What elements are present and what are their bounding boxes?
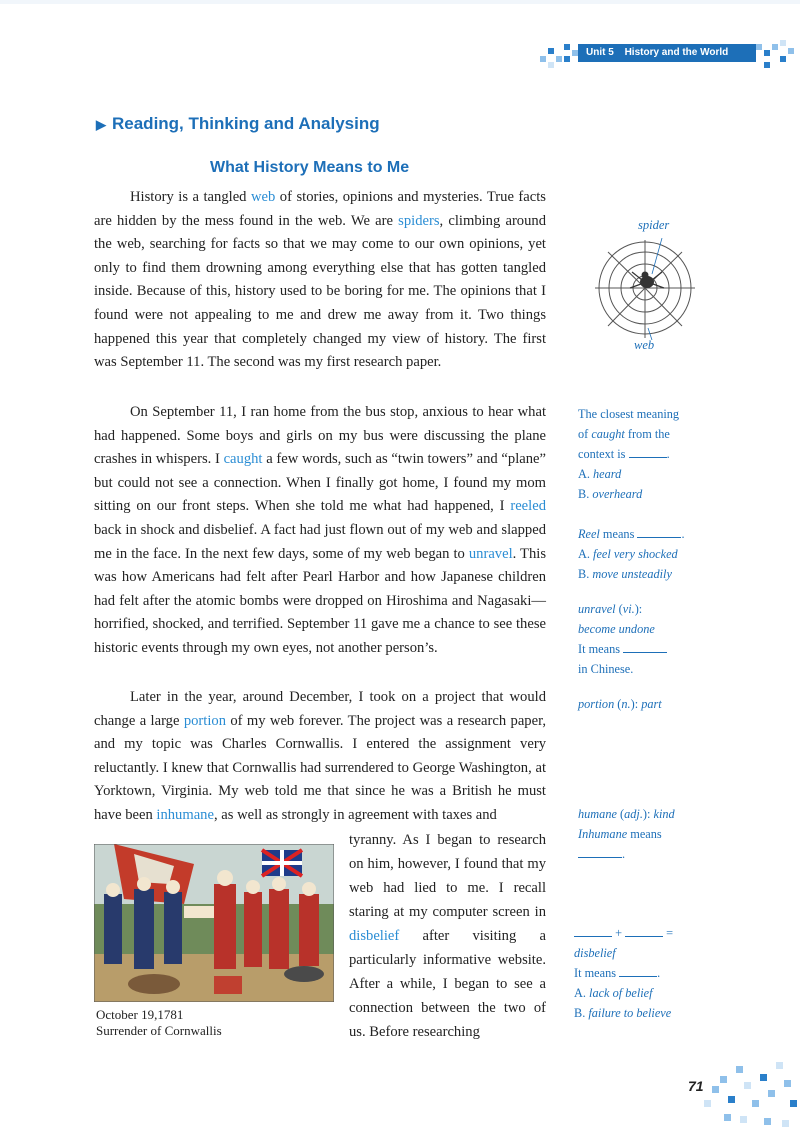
text-run: History is a tangled [130,189,251,205]
answer-blank[interactable] [623,640,667,653]
page-number: 71 [688,1078,704,1094]
answer-blank[interactable] [619,964,657,977]
text-run: back in shock and disbelief. A fact had just flown out of my web and slapped me in the face. In the next few days, some of my web began to [94,521,546,562]
text-run: tyranny. As I began to research on him, however, I found that my web had lied to me. I recall staring at my computer screen in [349,832,546,920]
keyword-web: web [250,189,276,205]
note-text: + = [574,923,696,943]
text-run: a few words, such as “twin towers” and “plane” but could not see a connection. When I finally got home, I found my mom sitting on our front steps. When she told me what had happened, I [94,451,546,515]
note-text: The closest meaning [578,407,680,421]
web-label: web [634,338,655,352]
note-text: Reel means . [578,527,685,541]
note-disbelief [574,923,696,1023]
unit-number: Unit 5 [586,47,614,58]
note-text: unravel (vi.): [578,602,643,616]
painting-caption [96,1007,222,1039]
answer-blank[interactable] [637,525,681,538]
paragraph-2 [94,401,546,661]
note-text: portion (n.): part [578,697,662,711]
section-heading [96,114,380,134]
note-text: humane (adj.): kind [578,807,675,821]
answer-blank[interactable] [625,924,663,937]
paragraph-1 [94,186,546,375]
text-run: of my web forever. The project was a research paper, and my topic was Charles Cornwallis. I entered the assignment very reluctantly. I knew that Cornwallis had surrendered to George Washington, at Yorktown, Virginia. My web told me that since he was a British he must have been [94,712,546,823]
note-text: . [578,844,700,864]
paragraph-3 [94,686,546,828]
caption-title: Surrender of Cornwallis [96,1023,222,1038]
note-text: become undone [578,622,655,636]
note-text: context is . [578,447,670,461]
section-heading-text: Reading, Thinking and Analysing [112,114,380,133]
option-b: B. move unsteadily [578,567,672,581]
text-run: . This was how Americans had felt after Pearl Harbor and how Japanese children had felt after the atomic bombs were dropped on Hiroshima and Nagasaki—horrified, shocked, and terrified. September 11 gave me a chance to see these historic events through my own eyes, not another person’s. [94,545,546,656]
keyword-portion: portion [183,712,226,729]
caption-date: October 19,1781 [96,1007,184,1022]
note-caught [578,404,700,504]
note-text: It means [578,639,700,659]
note-text: of caught from the [578,427,670,441]
note-humane [578,804,700,864]
keyword-caught: caught [223,451,263,468]
option-b: B. failure to believe [574,1006,672,1020]
top-border [0,0,800,4]
option-b: B. overheard [578,487,643,501]
keyword-inhumane: inhumane [156,806,214,823]
option-a: A. lack of belief [574,986,653,1000]
unit-title: History and the World [624,47,729,58]
note-text: Inhumane means [578,827,662,841]
keyword-disbelief: disbelief [349,928,400,944]
surrender-painting-image [94,844,334,1002]
text-run: , climbing around the web, searching for facts so that we may come to our own opinions, yet only to find them drowning among everything else that has gotten tangled inside. Because of this, history used to be boring for me. The opinions that I found were not appealing to me and drew me away from it. Two things happened this year that completely changed my view of history. The first was September 11. The second was my first research paper. [94,212,546,371]
spider-web-image [590,238,700,340]
triangle-icon: ▶ [96,117,106,132]
note-text: in Chinese. [578,662,634,676]
keyword-unravel: unravel [468,545,513,562]
option-a: A. heard [578,467,622,481]
option-a: A. feel very shocked [578,547,678,561]
text-run: of stories, opinions and mysteries. True facts are hidden by the mess found in the web. We are [94,189,546,229]
spider-label: spider [638,218,670,232]
note-reel [578,524,700,584]
text-run: after visiting a particularly informative website. After a while, I began to see a connection between the two of us. Before researching [349,928,546,1040]
answer-blank[interactable] [578,845,622,858]
article-title: What History Means to Me [210,159,410,176]
note-text: It means . [574,966,661,980]
answer-blank[interactable] [574,924,612,937]
text-run: , as well as strongly in agreement with taxes and [213,806,497,823]
note-unravel [578,599,700,679]
text-run: Later in the year, around December, I took on a project that would change a large [94,689,546,729]
keyword-reeled: reeled [510,498,546,515]
keyword-spiders: spiders [398,212,440,229]
note-portion [578,694,700,714]
unit-header [578,44,756,62]
answer-blank[interactable] [629,445,667,458]
note-text: disbelief [574,946,616,960]
paragraph-3-continued [349,828,546,1044]
text-run: On September 11, I ran home from the bus stop, anxious to hear what had happened. Some boys and girls on my bus were discussing the plane crashes in whispers. I [94,404,546,468]
